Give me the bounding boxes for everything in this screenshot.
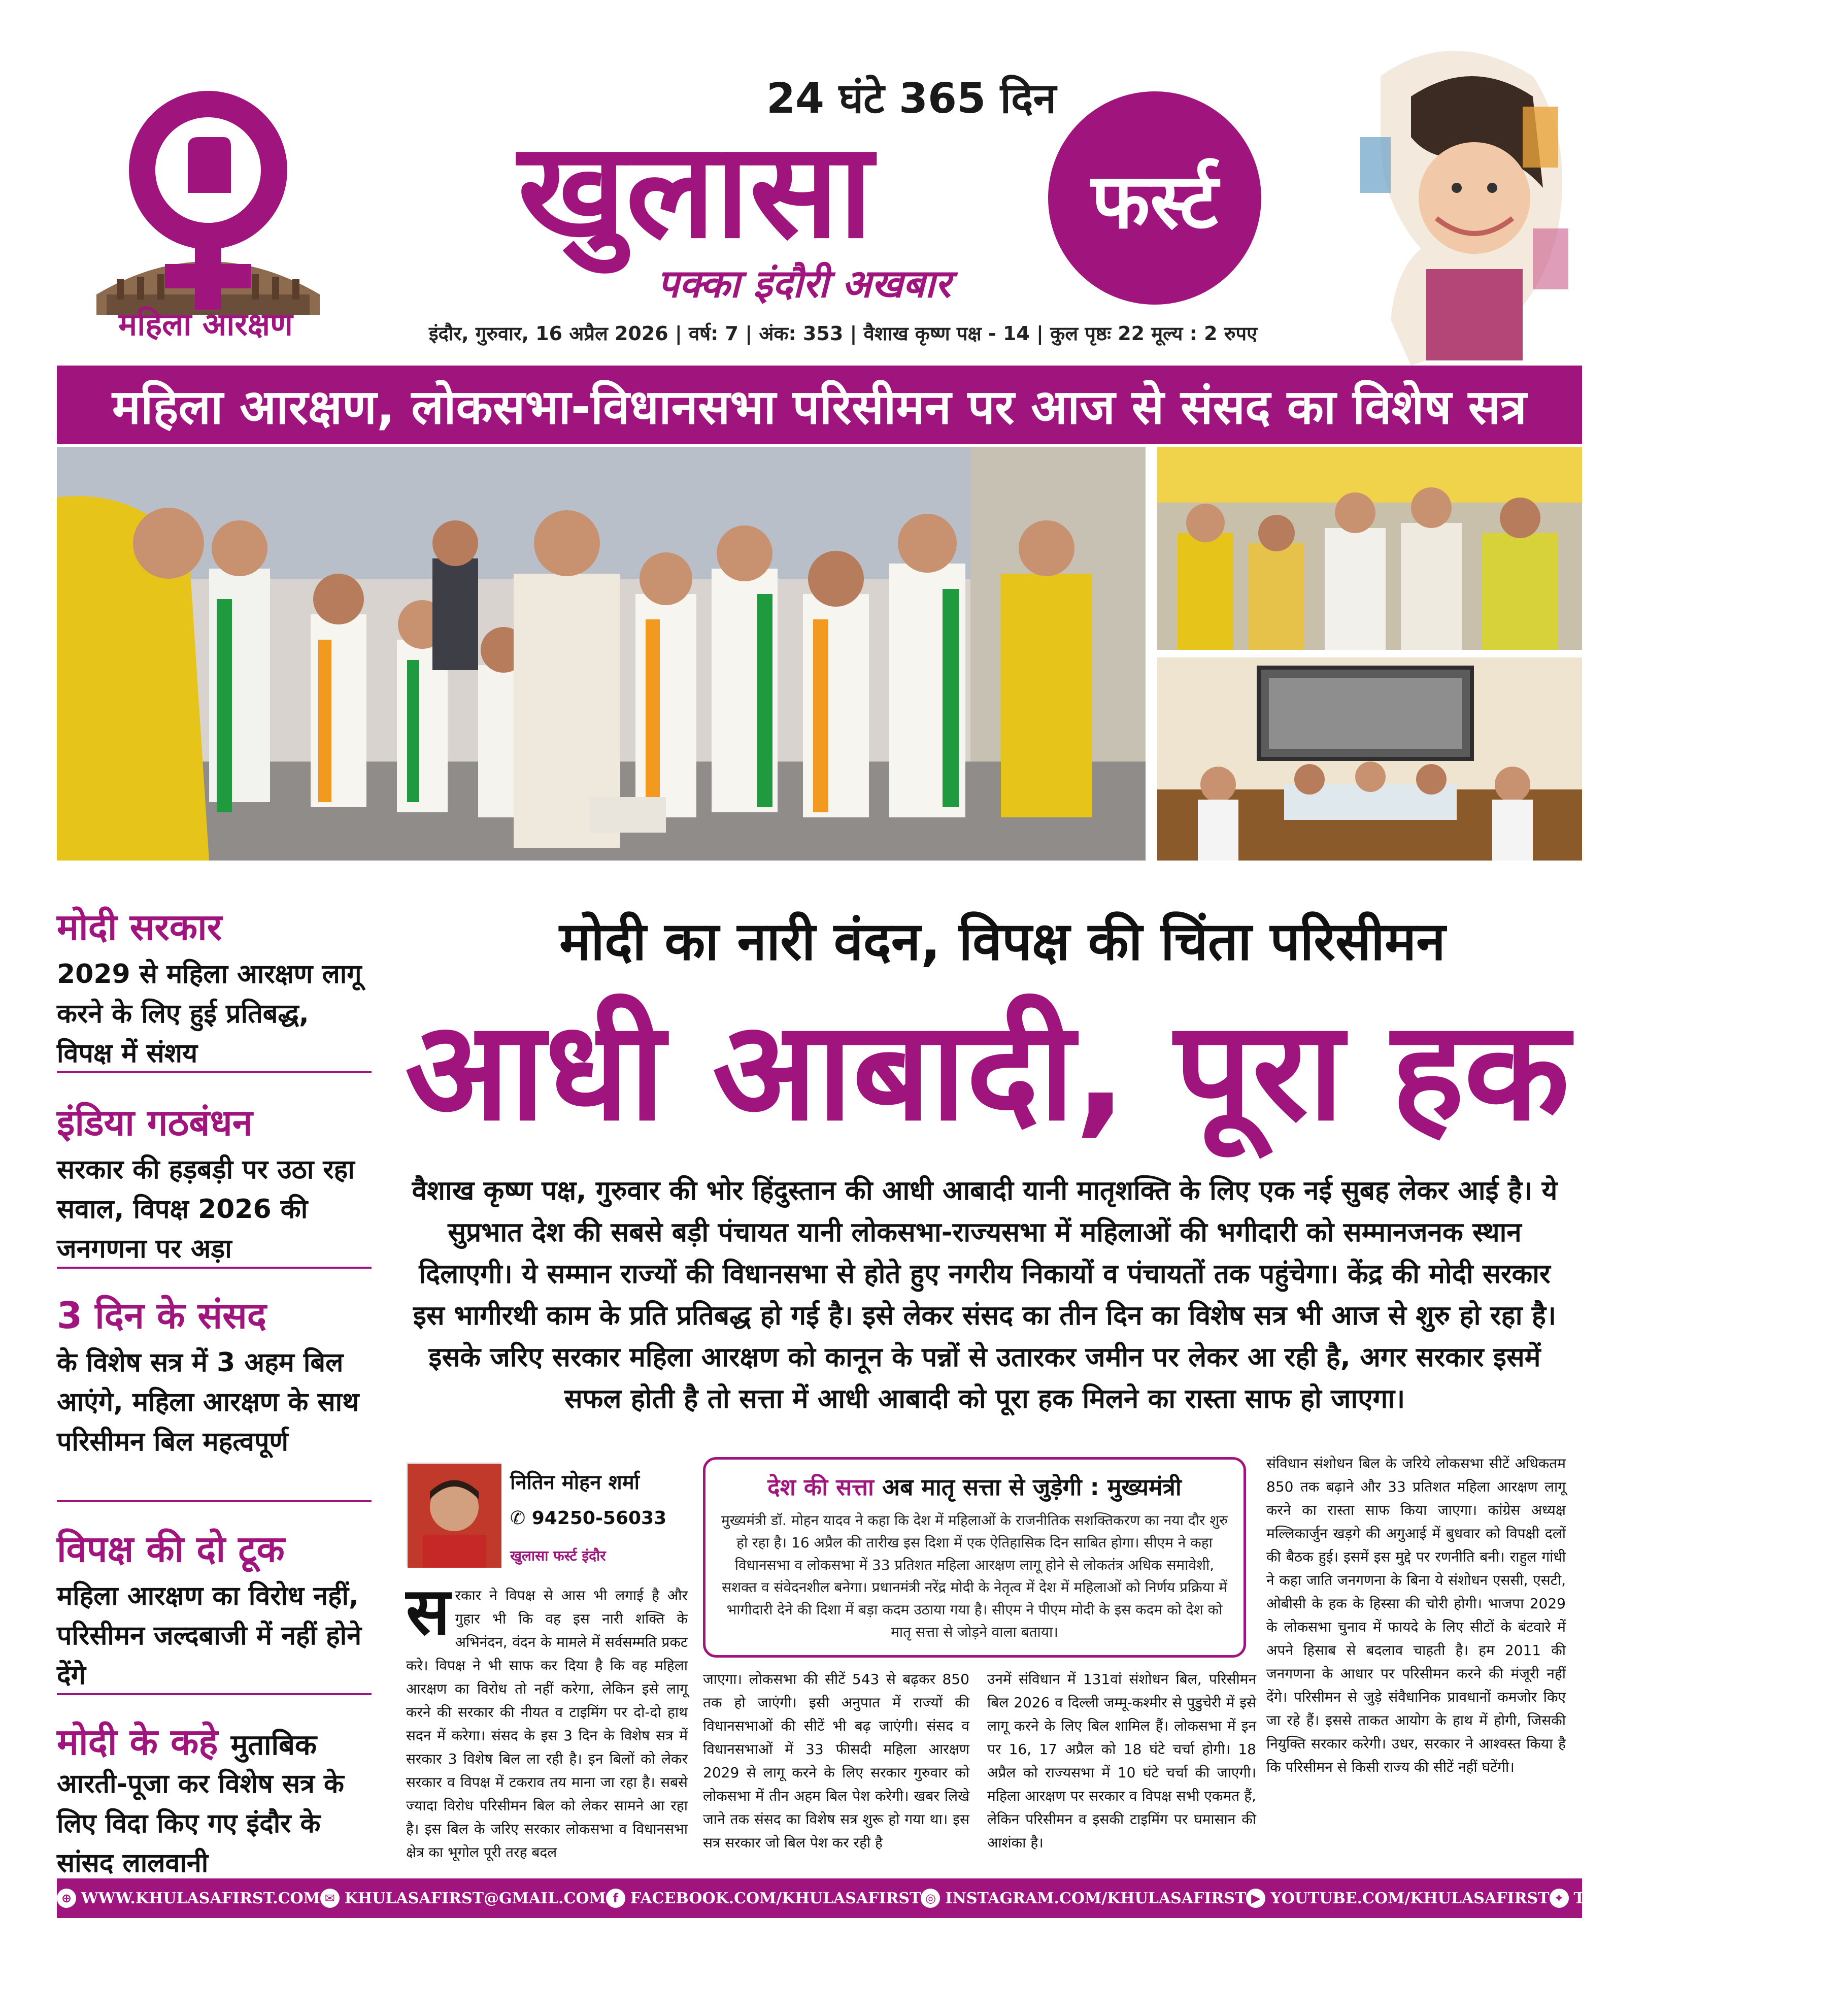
sidebar-body-4: महिला आरक्षण का विरोध नहीं, परिसीमन जल्दबाजी में नहीं होने देंगे	[57, 1581, 362, 1691]
quote-headline-accent: देश की सत्ता	[767, 1473, 874, 1501]
sidebar-kicker-2: इंडिया गठबंधन	[57, 1101, 253, 1144]
quote-headline-rest: अब मातृ सत्ता से जुड़ेगी : मुख्यमंत्री	[882, 1473, 1182, 1501]
twitter-icon: ✦	[1550, 1889, 1569, 1908]
youtube-icon: ▶	[1246, 1889, 1265, 1908]
cm-quote-box	[703, 1457, 1246, 1658]
main-photo-women-group	[57, 447, 1146, 861]
author-name: नितिन मोहन शर्मा	[510, 1471, 640, 1494]
author-phone	[510, 1508, 666, 1529]
footer-email[interactable]	[320, 1889, 606, 1908]
quote-body: मुख्यमंत्री डॉ. मोहन यादव ने कहा कि देश में महिलाओं के राजनीतिक सशक्तिकरण का नया दौर शुरु हो रहा है। 16 अप्रैल की तारीख इस दिशा में एक ऐतिहासिक दिन साबित होगा। सीएम ने कहा विधानसभा व लोकसभा में 33 प्रतिशत महिला आरक्षण लागू होने से लोकतंत्र अधिक समावेशी, सशक्त व संवेदनशील बनेगा। प्रधानमंत्री नरेंद्र मोदी के नेतृत्व में देश में महिलाओं को निर्णय प्रक्रिया में भागीदारी देने की दिशा में बड़ा कदम उठाया गया है। सीएम ने पीएम मोदी के इस कदम को देश को मातृ सत्ता से जोड़ने वाला बताया।	[721, 1512, 1228, 1640]
footer-youtube[interactable]	[1246, 1889, 1549, 1908]
phone-icon: ✆	[510, 1508, 532, 1529]
masthead-tagline: पक्का इंदौरी अखबार	[657, 261, 951, 306]
lead-paragraph: वैशाख कृष्ण पक्ष, गुरुवार की भोर हिंदुस्तान की आधी आबादी यानी मातृशक्ति के लिए एक नई सुबह लेकर आई है। ये सुप्रभात देश की सबसे बड़ी पंचायत यानी लोकसभा-राज्यसभा में महिलाओं की भगीदारी को सम्मानजनक स्थान दिलाएगी। ये सम्मान राज्यों की विधानसभा से होते हुए नगरीय निकायों व पंचायतों तक पहुंचेगा। केंद्र की मोदी सरकार इस भागीरथी काम के प्रति प्रतिबद्ध हो गई है। इसे लेकर संसद का तीन दिन का विशेष सत्र भी आज से शुरु हो रहा है। इसके जरिए सरकार महिला आरक्षण को कानून के पन्नों से उतारकर जमीन पर लेकर आ रही है, अगर सरकार इसमें सफल होती है तो सत्ता में आधी आबादी को पूरा हक मिलने का रास्ता साफ हो जाएगा।	[412, 1175, 1558, 1414]
main-headline: आधी आबादी, पूरा हक	[405, 991, 1570, 1151]
masthead-first-badge	[1048, 91, 1261, 305]
sub-headline: मोदी का नारी वंदन, विपक्ष की चिंता परिसीमन	[559, 910, 1446, 972]
article-column-2: जाएगा। लोकसभा की सीटें 543 से बढ़कर 850 तक हो जाएंगी। इसी अनुपात में राज्यों की विधानसभाओं की सीटें भी बढ़ जाएंगी। संसद व विधानसभाओं में 33 फीसदी महिला आरक्षण 2029 से लागू करने के लिए सरकार गुरुवार को लोकसभा में तीन अहम बिल पेश करेगी। खबर लिखे जाने तक संसद का विशेष सत्र शुरू हो गया था। इस सत्र सरकार जो बिल पेश कर रही है	[703, 1671, 969, 1851]
sidebar-body-1: 2029 से महिला आरक्षण लागू करने के लिए हुई प्रतिबद्ध, विपक्ष में संशय	[57, 959, 362, 1069]
footer-website-text: WWW.KHULASAFIRST.COM	[81, 1889, 320, 1907]
globe-icon: ⊕	[57, 1889, 76, 1908]
footer-email-text: KHULASAFIRST@GMAIL.COM	[344, 1889, 606, 1907]
sidebar-body-5: आरती-पूजा कर विशेष सत्र के लिए विदा किए गए इंदौर के सांसद लालवानी	[57, 1769, 344, 1878]
sidebar-divider	[57, 1693, 372, 1695]
footer-bar	[57, 1878, 1848, 1918]
woman-profile-illustration	[1320, 36, 1584, 366]
article-column-1-text: रकार ने विपक्ष से आस भी लगाई है और गुहार भी कि वह इस नारी शक्ति के अभिनंदन, वंदन के मामले में सर्वसम्मति प्रकट करे। विपक्ष ने भी साफ कर दिया है कि वह महिला आरक्षण का विरोध तो नहीं करेगा, लेकिन इसे लागू करने की सरकार की नीयत व टाइमिंग पर दो-दो हाथ सदन में करेगा। संसद के इस 3 दिन के विशेष सत्र में सरकार 3 विशेष बिल ला रही है। इन बिलों को लेकर सरकार व विपक्ष में टकराव तय माना जा रहा है। सबसे ज्यादा विरोध परिसीमन बिल को लेकर सामने आ रहा है। इस बिल के जरिए सरकार लोकसभा व विधानसभा क्षेत्र का भूगोल पूरी तरह बदल	[406, 1587, 688, 1861]
sidebar-kicker-5-accent: मोदी के कहे	[57, 1721, 218, 1763]
sidebar-kicker-3: 3 दिन के संसद	[57, 1294, 267, 1337]
sidebar-body-2: सरकार की हड़बड़ी पर उठा रहा सवाल, विपक्ष 2026 की जनगणना पर अड़ा	[57, 1154, 355, 1264]
masthead-title: खुलासा	[518, 114, 873, 268]
masthead-logo	[355, 107, 1035, 268]
footer-instagram-text: INSTAGRAM.COM/KHULASAFIRST	[945, 1889, 1247, 1907]
photo-opposition-meeting	[1157, 657, 1582, 861]
sidebar-divider	[57, 1071, 372, 1073]
sidebar-body-3: के विशेष सत्र में 3 अहम बिल आएंगे, महिला आरक्षण के साथ परिसीमन बिल महत्वपूर्ण	[57, 1347, 359, 1457]
instagram-icon: ◎	[921, 1889, 940, 1908]
footer-twitter[interactable]	[1550, 1889, 1848, 1908]
masthead-suffix: फर्स्ट	[1091, 157, 1218, 246]
footer-facebook-text: FACEBOOK.COM/KHULASAFIRST	[630, 1889, 921, 1907]
footer-twitter-text: TWITTER.COM/KHULASAFIRST	[1573, 1889, 1848, 1907]
byline-box	[406, 1457, 690, 1579]
top-slogan: 24 घंटे 365 दिन	[766, 75, 1057, 123]
sidebar-kicker-5	[57, 1716, 317, 1766]
drop-cap: स	[406, 1574, 450, 1649]
dateline: इंदौर, गुरुवार, 16 अप्रैल 2026 | वर्ष: 7 | अंक: 353 | वैशाख कृष्ण पक्ष - 14 | कुल पृष्ठः 22 मूल्य : 2 रुपए	[429, 322, 1258, 345]
article-column-4: संविधान संशोधन बिल के जरिये लोकसभा सीटें अधिकतम 850 तक बढ़ाने और 33 प्रतिशत महिला आरक्षण लागू करने का रास्ता साफ किया जाएगा। कांग्रेस अध्यक्ष मल्लिकार्जुन खड़गे की अगुआई में बुधवार को विपक्षी दलों की बैठक हुई। इसमें इस मुद्दे पर रणनीति बनी। राहुल गांधी ने कहा जाति जनगणना के बिना ये संशोधन एससी, एसटी, ओबीसी के हक के हिस्सा की चोरी होगी। भाजपा 2029 के लोकसभा चुनाव में फायदे के लिए सीटों के बंटवारे में अपने हिसाब से बदलाव चाहती है। हम 2011 की जनगणना के आधार पर परिसीमन करने की मंजूरी नहीं देंगे। परिसीमन से जुड़े संवैधानिक प्रावधानों कमजोर किए जा रहे हैं। इससे ताकत आयोग के हाथ में होगी, जिसकी नियुक्ति सरकार करेगी। उधर, सरकार ने आश्वस्त किया है कि परिसीमन से किसी राज्य की सीटें नहीं घटेंगी।	[1266, 1455, 1566, 1775]
author-paper: खुलासा फर्स्ट इंदौर	[510, 1547, 606, 1564]
footer-youtube-text: YOUTUBE.COM/KHULASAFIRST	[1270, 1889, 1550, 1907]
facebook-icon: f	[606, 1889, 625, 1908]
author-phone-number: 94250-56033	[531, 1508, 667, 1529]
article-column-3: उनमें संविधान में 131वां संशोधन बिल, परिसीमन बिल 2026 व दिल्ली जम्मू-कश्मीर से पुडुचेरी में इसे लागू करने के लिए बिल शामिल हैं। लोकसभा में इन पर 16, 17 अप्रैल को 18 घंटे चर्चा होगी। 18 अप्रैल को राज्यसभा में 10 घंटे चर्चा की जाएगी। महिला आरक्षण पर सरकार व विपक्ष सभी एकमत हैं, लेकिन परिसीमन व इसकी टाइमिंग पर घमासान की आशंका है।	[987, 1671, 1256, 1851]
emblem-caption: महिला आरक्षण	[118, 306, 293, 343]
author-photo	[406, 1462, 500, 1566]
photo-mp-greeting	[1157, 447, 1582, 650]
footer-website[interactable]	[57, 1889, 320, 1908]
footer-facebook[interactable]	[606, 1889, 921, 1908]
top-banner: महिला आरक्षण, लोकसभा-विधानसभा परिसीमन पर आज से संसद का विशेष सत्र	[57, 366, 1582, 444]
footer-instagram[interactable]	[921, 1889, 1246, 1908]
mahila-aarakshan-emblem	[76, 76, 340, 340]
sidebar-kicker-4: विपक्ष की दो टूक	[57, 1528, 285, 1570]
sidebar-kicker-1: मोदी सरकार	[57, 906, 222, 948]
sidebar-kicker-5-tail: मुताबिक	[230, 1729, 317, 1762]
sidebar-divider	[57, 1267, 372, 1269]
sidebar-divider	[57, 1500, 372, 1502]
mail-icon: ✉	[320, 1889, 340, 1908]
quote-headline	[721, 1471, 1228, 1502]
article-column-1	[406, 1574, 688, 1864]
